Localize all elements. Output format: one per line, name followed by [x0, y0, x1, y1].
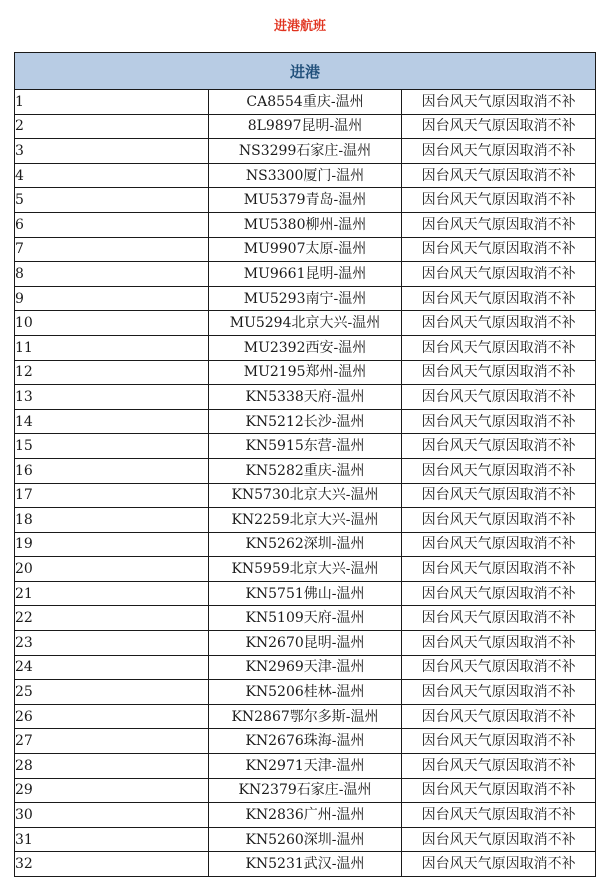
- flight-route: KN5212长沙-温州: [208, 409, 402, 434]
- flight-status: 因台风天气原因取消不补: [402, 631, 596, 656]
- flight-status: 因台风天气原因取消不补: [402, 557, 596, 582]
- flight-route: KN2836广州-温州: [208, 803, 402, 828]
- flight-status: 因台风天气原因取消不补: [402, 385, 596, 410]
- row-number: 26: [15, 704, 209, 729]
- table-row: [15, 655, 596, 680]
- arrivals-table: [14, 52, 596, 877]
- flight-status: 因台风天气原因取消不补: [402, 606, 596, 631]
- row-number: 24: [15, 655, 209, 680]
- flight-route: KN2259北京大兴-温州: [208, 508, 402, 533]
- table-row: [15, 754, 596, 779]
- row-number: 9: [15, 286, 209, 311]
- row-number: 19: [15, 532, 209, 557]
- table-row: [15, 139, 596, 164]
- table-row: [15, 114, 596, 139]
- table-row: [15, 803, 596, 828]
- row-number: 7: [15, 237, 209, 262]
- flight-status: 因台风天气原因取消不补: [402, 163, 596, 188]
- row-number: 5: [15, 188, 209, 213]
- flight-status: 因台风天气原因取消不补: [402, 434, 596, 459]
- row-number: 3: [15, 139, 209, 164]
- row-number: 27: [15, 729, 209, 754]
- row-number: 8: [15, 262, 209, 287]
- flight-route: KN2676珠海-温州: [208, 729, 402, 754]
- flight-status: 因台风天气原因取消不补: [402, 409, 596, 434]
- section-header: 进港: [15, 53, 596, 90]
- flight-status: 因台风天气原因取消不补: [402, 212, 596, 237]
- flight-status: 因台风天气原因取消不补: [402, 508, 596, 533]
- table-row: [15, 360, 596, 385]
- flight-status: 因台风天气原因取消不补: [402, 458, 596, 483]
- flight-status: 因台风天气原因取消不补: [402, 360, 596, 385]
- flight-status: 因台风天气原因取消不补: [402, 778, 596, 803]
- row-number: 22: [15, 606, 209, 631]
- table-row: [15, 212, 596, 237]
- table-row: [15, 311, 596, 336]
- flight-route: KN5231武汉-温州: [208, 852, 402, 877]
- table-row: [15, 434, 596, 459]
- row-number: 32: [15, 852, 209, 877]
- flight-route: KN2867鄂尔多斯-温州: [208, 704, 402, 729]
- flight-status: 因台风天气原因取消不补: [402, 729, 596, 754]
- flight-route: KN2971天津-温州: [208, 754, 402, 779]
- table-row: [15, 385, 596, 410]
- table-row: [15, 778, 596, 803]
- table-row: [15, 163, 596, 188]
- row-number: 18: [15, 508, 209, 533]
- row-number: 16: [15, 458, 209, 483]
- table-row: [15, 704, 596, 729]
- flight-status: 因台风天气原因取消不补: [402, 803, 596, 828]
- table-row: [15, 508, 596, 533]
- row-number: 14: [15, 409, 209, 434]
- flight-status: 因台风天气原因取消不补: [402, 483, 596, 508]
- table-row: [15, 827, 596, 852]
- flight-route: KN5262深圳-温州: [208, 532, 402, 557]
- flight-route: KN5109天府-温州: [208, 606, 402, 631]
- table-row: [15, 458, 596, 483]
- flight-status: 因台风天气原因取消不补: [402, 852, 596, 877]
- flight-status: 因台风天气原因取消不补: [402, 754, 596, 779]
- flight-route: MU5379青岛-温州: [208, 188, 402, 213]
- flight-route: KN5730北京大兴-温州: [208, 483, 402, 508]
- row-number: 13: [15, 385, 209, 410]
- flight-list: [15, 90, 596, 877]
- row-number: 17: [15, 483, 209, 508]
- flight-route: KN5751佛山-温州: [208, 581, 402, 606]
- row-number: 20: [15, 557, 209, 582]
- flight-route: MU5293南宁-温州: [208, 286, 402, 311]
- flight-route: NS3300厦门-温州: [208, 163, 402, 188]
- table-row: [15, 335, 596, 360]
- flight-route: MU5380柳州-温州: [208, 212, 402, 237]
- table-row: [15, 557, 596, 582]
- row-number: 29: [15, 778, 209, 803]
- table-row: [15, 90, 596, 115]
- flight-status: 因台风天气原因取消不补: [402, 188, 596, 213]
- flight-route: MU9661昆明-温州: [208, 262, 402, 287]
- flight-status: 因台风天气原因取消不补: [402, 90, 596, 115]
- flight-status: 因台风天气原因取消不补: [402, 532, 596, 557]
- row-number: 10: [15, 311, 209, 336]
- table-row: [15, 581, 596, 606]
- flight-status: 因台风天气原因取消不补: [402, 139, 596, 164]
- flight-route: KN5915东营-温州: [208, 434, 402, 459]
- table-row: [15, 483, 596, 508]
- flight-route: MU2392西安-温州: [208, 335, 402, 360]
- flight-status: 因台风天气原因取消不补: [402, 335, 596, 360]
- flight-status: 因台风天气原因取消不补: [402, 655, 596, 680]
- page-title: 进港航班: [273, 19, 326, 34]
- row-number: 31: [15, 827, 209, 852]
- row-number: 2: [15, 114, 209, 139]
- flight-route: KN2969天津-温州: [208, 655, 402, 680]
- flight-status: 因台风天气原因取消不补: [402, 827, 596, 852]
- flight-status: 因台风天气原因取消不补: [402, 262, 596, 287]
- row-number: 12: [15, 360, 209, 385]
- flight-status: 因台风天气原因取消不补: [402, 286, 596, 311]
- table-row: [15, 729, 596, 754]
- flight-route: KN2670昆明-温州: [208, 631, 402, 656]
- flight-route: KN2379石家庄-温州: [208, 778, 402, 803]
- flight-route: NS3299石家庄-温州: [208, 139, 402, 164]
- row-number: 15: [15, 434, 209, 459]
- row-number: 21: [15, 581, 209, 606]
- table-row: [15, 852, 596, 877]
- flight-route: KN5206桂林-温州: [208, 680, 402, 705]
- table-row: [15, 237, 596, 262]
- row-number: 11: [15, 335, 209, 360]
- flight-route: MU5294北京大兴-温州: [208, 311, 402, 336]
- table-row: [15, 262, 596, 287]
- flight-status: 因台风天气原因取消不补: [402, 680, 596, 705]
- table-row: [15, 188, 596, 213]
- flight-route: MU9907太原-温州: [208, 237, 402, 262]
- flight-status: 因台风天气原因取消不补: [402, 581, 596, 606]
- flight-route: KN5338天府-温州: [208, 385, 402, 410]
- row-number: 23: [15, 631, 209, 656]
- table-row: [15, 606, 596, 631]
- row-number: 25: [15, 680, 209, 705]
- row-number: 30: [15, 803, 209, 828]
- flight-status: 因台风天气原因取消不补: [402, 704, 596, 729]
- table-row: [15, 286, 596, 311]
- flight-route: KN5282重庆-温州: [208, 458, 402, 483]
- row-number: 6: [15, 212, 209, 237]
- flight-route: KN5260深圳-温州: [208, 827, 402, 852]
- flight-route: MU2195郑州-温州: [208, 360, 402, 385]
- flight-status: 因台风天气原因取消不补: [402, 114, 596, 139]
- flight-route: CA8554重庆-温州: [208, 90, 402, 115]
- flight-route: 8L9897昆明-温州: [208, 114, 402, 139]
- row-number: 4: [15, 163, 209, 188]
- table-row: [15, 409, 596, 434]
- row-number: 28: [15, 754, 209, 779]
- flight-status: 因台风天气原因取消不补: [402, 311, 596, 336]
- flight-route: KN5959北京大兴-温州: [208, 557, 402, 582]
- table-row: [15, 680, 596, 705]
- table-row: [15, 532, 596, 557]
- flight-status: 因台风天气原因取消不补: [402, 237, 596, 262]
- table-row: [15, 631, 596, 656]
- row-number: 1: [15, 90, 209, 115]
